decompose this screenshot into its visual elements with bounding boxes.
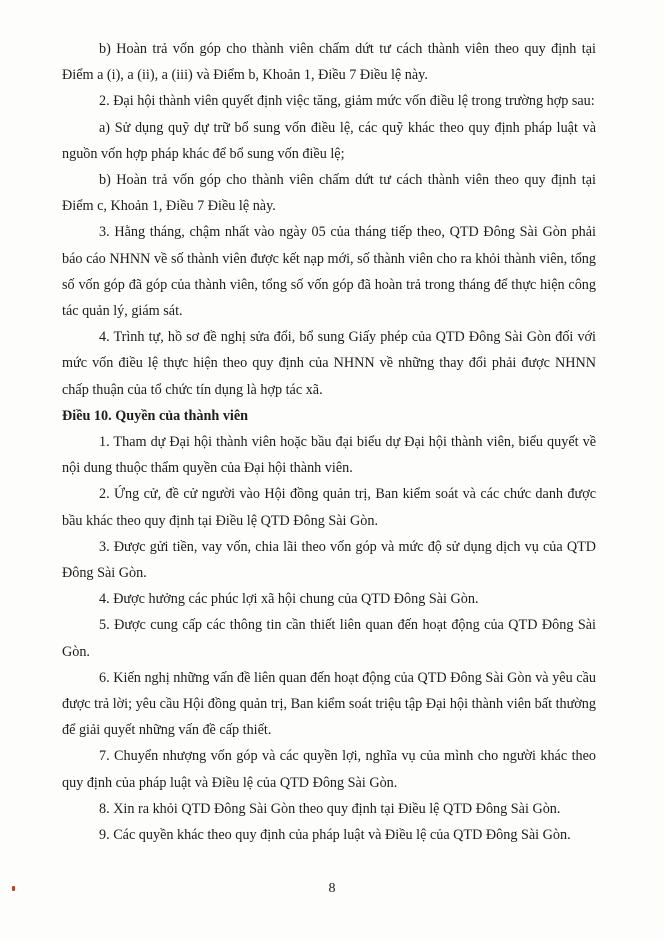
- paragraph: 3. Hằng tháng, chậm nhất vào ngày 05 của tháng tiếp theo, QTD Đông Sài Gòn phải báo cáo NHNN về số thành viên được kết nạp mới, số thành viên cho ra khỏi thành viên, tổng số vốn góp đã góp của thành viên, tổng số vốn góp đã hoàn trả trong tháng để thực hiện công tác quản lý, giám sát.: [62, 224, 596, 320]
- right-item: 5. Được cung cấp các thông tin cần thiết liên quan đến hoạt động của QTD Đông Sài Gòn.: [62, 617, 596, 660]
- right-item: 3. Được gửi tiền, vay vốn, chia lãi theo vốn góp và mức độ sử dụng dịch vụ của QTD Đông Sài Gòn.: [62, 538, 596, 582]
- article-heading: Điều 10. Quyền của thành viên: [62, 407, 249, 424]
- page-number: 8: [328, 881, 336, 896]
- paragraph: b) Hoàn trả vốn góp cho thành viên chấm dứt tư cách thành viên theo quy định tại Điểm c, Khoản 1, Điều 7 Điều lệ này.: [62, 172, 596, 215]
- paragraph: 2. Đại hội thành viên quyết định việc tăng, giảm mức vốn điều lệ trong trường hợp sau:: [99, 93, 595, 110]
- right-item: 9. Các quyền khác theo quy định của pháp luật và Điều lệ của QTD Đông Sài Gòn.: [99, 827, 571, 844]
- paragraph: b) Hoàn trả vốn góp cho thành viên chấm dứt tư cách thành viên theo quy định tại Điểm a (i), a (ii), a (iii) và Điểm b, Khoản 1, Điều 7 Điều lệ này.: [62, 41, 596, 84]
- right-item: 8. Xin ra khỏi QTD Đông Sài Gòn theo quy định tại Điều lệ QTD Đông Sài Gòn.: [99, 800, 561, 817]
- right-item: 1. Tham dự Đại hội thành viên hoặc bầu đại biểu dự Đại hội thành viên, biểu quyết về nội dung thuộc thẩm quyền của Đại hội thành viên.: [62, 434, 596, 477]
- right-item: 7. Chuyển nhượng vốn góp và các quyền lợi, nghĩa vụ của mình cho người khác theo quy định của pháp luật và Điều lệ của QTD Đông Sài Gòn.: [62, 748, 596, 791]
- paragraph: a) Sử dụng quỹ dự trữ bổ sung vốn điều lệ, các quỹ khác theo quy định pháp luật và nguồn vốn hợp pháp khác để bổ sung vốn điều lệ;: [62, 119, 596, 162]
- right-item: 4. Được hưởng các phúc lợi xã hội chung của QTD Đông Sài Gòn.: [99, 591, 479, 608]
- right-item: 2. Ứng cử, đề cử người vào Hội đồng quản trị, Ban kiểm soát và các chức danh được bầu khác theo quy định tại Điều lệ QTD Đông Sài Gòn.: [62, 486, 596, 529]
- paragraph: 4. Trình tự, hồ sơ đề nghị sửa đổi, bổ sung Giấy phép của QTD Đông Sài Gòn đối với mức vốn điều lệ thực hiện theo quy định của NHNN về những thay đổi phải được NHNN chấp thuận của tổ chức tín dụng là hợp tác xã.: [62, 329, 596, 398]
- document-body: [62, 36, 596, 848]
- right-item: 6. Kiến nghị những vấn đề liên quan đến hoạt động của QTD Đông Sài Gòn và yêu cầu được trả lời; yêu cầu Hội đồng quản trị, Ban kiểm soát triệu tập Đại hội thành viên bất thường để giải quyết những vấn đề cấp thiết.: [62, 669, 596, 739]
